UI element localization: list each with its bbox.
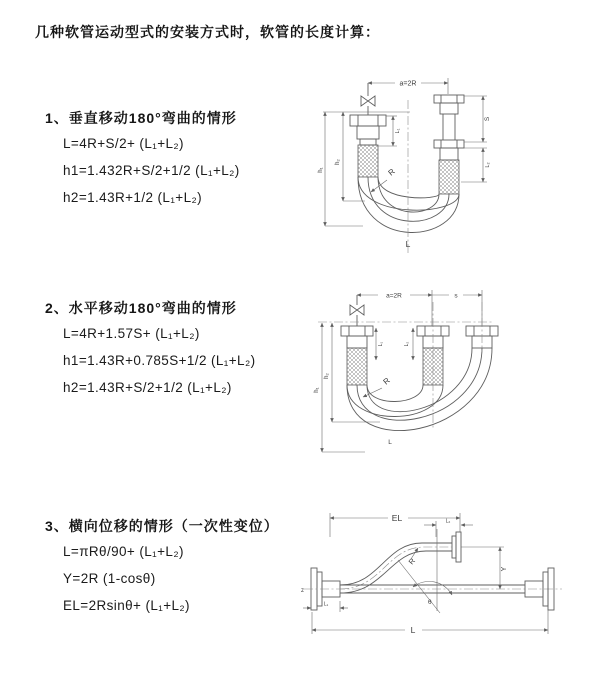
dim-label-theta: θ [428,599,432,606]
section-2-formula-h1: h1=1.43R+0.785S+1/2 (L₁+L₂) [63,353,256,368]
section-1-formula-h1: h1=1.432R+S/2+1/2 (L₁+L₂) [63,163,240,178]
dim-label-h1: h₁ [318,167,324,173]
angle-construction [398,529,452,613]
displaced-end-flange [452,532,461,562]
diagram-lateral-displacement [300,505,600,645]
dim-label-el: EL [391,513,403,523]
section-3-formula-el: EL=2Rsinθ+ (L₁+L₂) [63,598,190,613]
braided-hose-left [358,145,378,177]
dim-label-l2: L₂ [485,162,491,168]
dim-label-s: s [454,292,458,300]
hose-curves [347,348,492,431]
dim-label-l2: L₂ [445,518,451,525]
dim-label-l1: L₁ [395,128,401,134]
dim-label-h2: h₂ [335,159,341,165]
dim-label-l2: L₂ [404,341,410,347]
dim-label-radius: R [381,375,392,387]
dim-label-length: L [405,239,411,249]
dim-label-radius: R [386,166,397,178]
fixed-end-flange [341,326,373,348]
section-2-formula-l: L=4R+1.57S+ (L₁+L₂) [63,326,200,341]
section-3-heading: 3、横向位移的情形（一次性变位） [45,518,279,534]
section-2-formula-h2: h2=1.43R+S/2+1/2 (L₁+L₂) [63,380,232,395]
dim-label-y: Y [501,566,508,572]
dim-label-radius: R [406,556,418,567]
section-3-formula-l: L=πRθ/90+ (L₁+L₂) [63,544,184,559]
braided-hose-right [439,160,459,194]
dim-label-length: L [410,625,416,635]
section-1-heading: 1、垂直移动180°弯曲的情形 [45,110,237,126]
centerline-mark: z [301,588,304,594]
dim-label-h1: h₁ [314,387,320,393]
dim-label-l1: L₁ [323,601,329,608]
section-2-heading: 2、水平移动180°弯曲的情形 [45,300,237,316]
diagram-horizontal-180-bend [310,282,595,462]
braided-hose-left [347,348,367,385]
valve-icon [361,96,375,106]
dim-label-a2r: a=2R [386,292,402,300]
dim-label-l1: L₁ [378,341,384,347]
section-3-formula-y: Y=2R (1-cosθ) [63,571,156,586]
hose-s-curve [340,543,452,593]
dim-label-length: L [388,439,392,446]
moving-end-flanges [434,95,464,160]
section-1-formula-h2: h2=1.43R+1/2 (L₁+L₂) [63,190,203,205]
dim-label-s: S [484,116,491,122]
dim-label-h2: h₂ [324,373,330,379]
fixed-end-flange [350,115,386,145]
page-title: 几种软管运动型式的安装方式时，软管的长度计算： [35,24,380,40]
valve-icon [350,305,364,315]
dim-label-a2r: a=2R [399,80,417,88]
diagram-vertical-180-bend [313,70,593,260]
section-1-formula-l: L=4R+S/2+ (L₁+L₂) [63,136,184,151]
